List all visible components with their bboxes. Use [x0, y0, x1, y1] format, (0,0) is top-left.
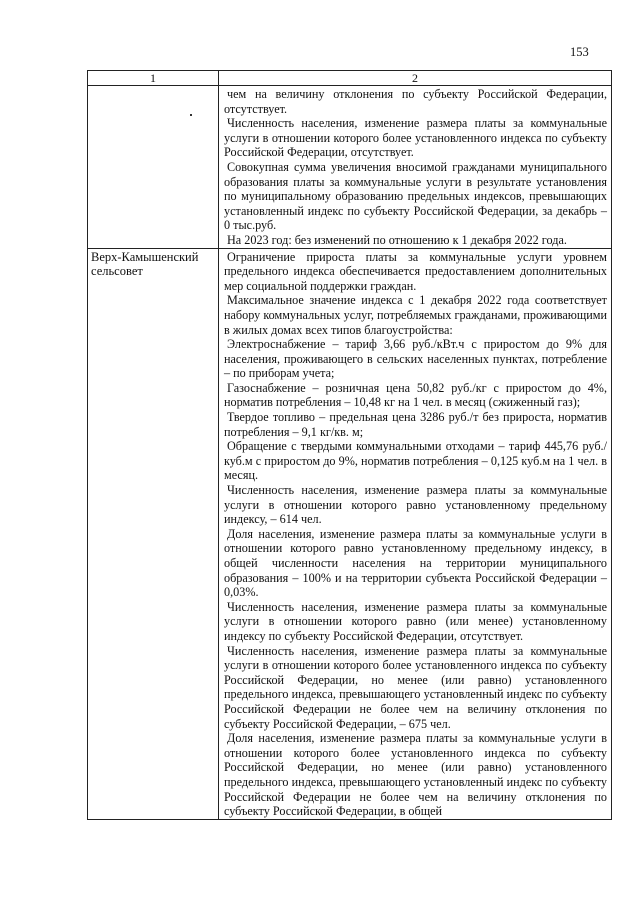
paragraph: Доля населения, изменение размера платы за коммунальные услуги в отношении которого более установленного индекса по субъекту Российской Федерации, но менее (или равно) установленного предельного индекса, превышающего установленный индекс по субъекту Российской Федерации не более чем на величину отклонения по субъекту Российской Федерации, в общей: [224, 731, 607, 819]
paragraph: Численность населения, изменение размера платы за коммунальные услуги в отношении которого равно установленному предельному индексу, – 614 чел.: [224, 483, 607, 527]
paragraph: Доля населения, изменение размера платы за коммунальные услуги в отношении которого равно установленному предельному индексу, в общей численности населения на территории муниципального образования – 100% и на территории субъекта Российской Федерации – 0,03%.: [224, 526, 607, 600]
header-cell-1: 1: [88, 71, 219, 86]
paragraph: Максимальное значение индекса с 1 декабря 2022 года соответствует набору коммунальных услуг, потребляемых гражданами, проживающими в жилых домах всех типов благоустройства:: [224, 293, 607, 337]
municipality-name-cell: [88, 86, 219, 249]
paragraph: Численность населения, изменение размера платы за коммунальные услуги в отношении которого более установленного индекса по субъекту Российской Федерации, но менее (или равно) установленного предельного индекса, превышающего установленный индекс по субъекту Российской Федерации не более чем на величину отклонения по субъекту Российской Федерации, – 675 чел.: [224, 643, 607, 731]
paragraph: Твердое топливо – предельная цена 3286 руб./т без прироста, норматив потребления – 9,1 кг/кв. м;: [224, 410, 607, 439]
paragraph: Электроснабжение – тариф 3,66 руб./кВт.ч с приростом до 9% для населения, проживающего в сельских населенных пунктах, потребление – по приборам учета;: [224, 337, 607, 381]
table-row: [88, 86, 612, 249]
table-row: [88, 248, 612, 819]
paragraph: Обращение с твердыми коммунальными отходами – тариф 445,76 руб./куб.м с приростом до 9%, норматив потребления – 0,125 куб.м на 1 чел. в месяц.: [224, 439, 607, 483]
paragraph: Ограничение прироста платы за коммунальные услуги уровнем предельного индекса обеспечивается предоставлением дополнительных мер социальной поддержки граждан.: [224, 249, 607, 293]
paragraph: чем на величину отклонения по субъекту Российской Федерации, отсутствует.: [224, 87, 607, 116]
table-header-row: [88, 71, 612, 86]
paragraph: Газоснабжение – розничная цена 50,82 руб./кг с приростом до 4%, норматив потребления – 10,48 кг на 1 чел. в месяц (сжиженный газ);: [224, 380, 607, 410]
municipality-name-cell: Верх-Камышенский сельсовет: [88, 248, 219, 819]
page-number: 153: [570, 45, 589, 59]
paragraph: Численность населения, изменение размера платы за коммунальные услуги в отношении которого более установленного индекса по субъекту Российской Федерации, отсутствует.: [224, 116, 607, 160]
paragraph: Совокупная сумма увеличения вносимой гражданами муниципального образования платы за коммунальные услуги в результате установления по муниципальному образованию предельных индексов, превышающих установленный индекс по субъекту Российской Федерации, за декабрь – 0 тыс.руб.: [224, 159, 607, 233]
description-cell: [219, 248, 612, 819]
paragraph: На 2023 год: без изменений по отношению к 1 декабря 2022 года.: [227, 232, 567, 247]
description-cell: [219, 86, 612, 249]
paragraph: Численность населения, изменение размера платы за коммунальные услуги в отношении которого равно (или менее) установленному индексу по субъекту Российской Федерации, отсутствует.: [224, 599, 607, 643]
header-cell-2: 2: [219, 71, 612, 86]
data-table: [87, 70, 612, 820]
